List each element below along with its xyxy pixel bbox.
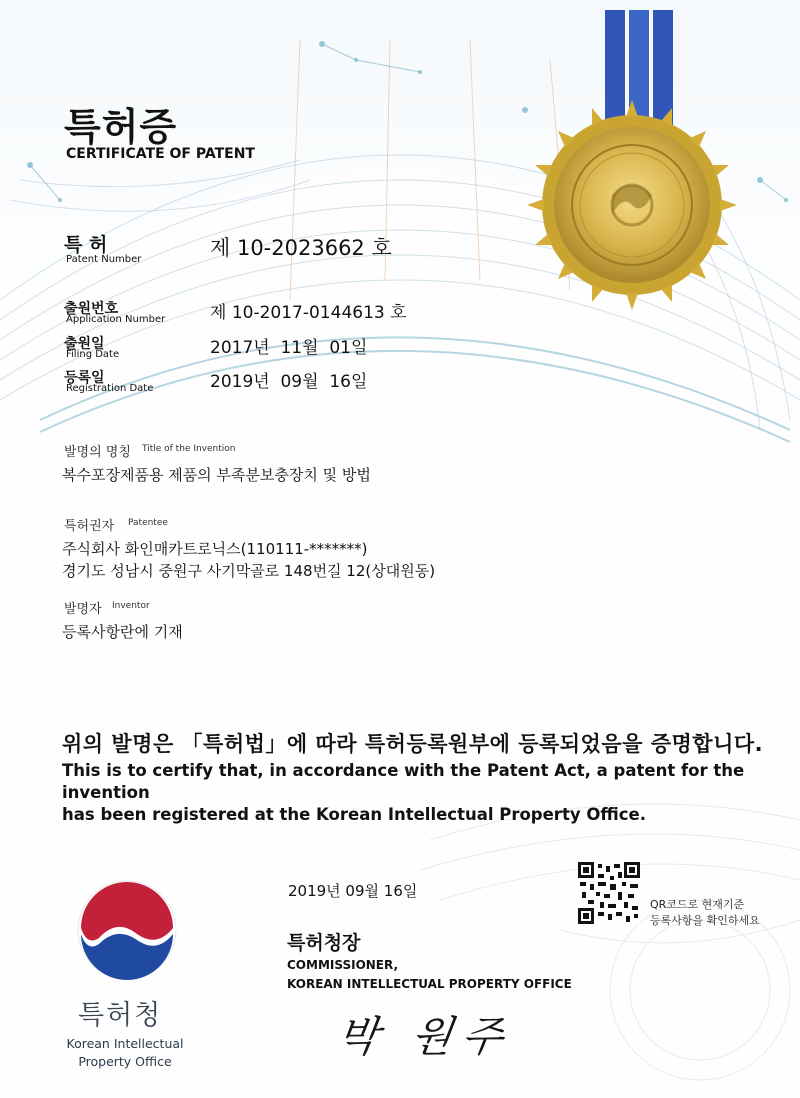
patentee-label-en: Patentee <box>128 518 168 528</box>
application-number-label-ko: 출원번호 <box>64 301 119 317</box>
patentee-name: 주식회사 화인매카트로닉스(110111-*******) <box>62 540 368 558</box>
commissioner-line-2: KOREAN INTELLECTUAL PROPERTY OFFICE <box>287 977 572 991</box>
application-number-label-en: Application Number <box>66 314 166 325</box>
patent-number-label-en: Patent Number <box>66 254 142 265</box>
certification-line-2: has been registered at the Korean Intellectual Property Office. <box>62 805 647 824</box>
certification-statement-ko: 위의 발명은 「특허법」에 따라 특허등록원부에 등록되었음을 증명합니다. <box>62 732 764 756</box>
issue-date: 2019년 09월 16일 <box>288 882 418 900</box>
commissioner-signature: 박 원주 <box>334 1012 517 1061</box>
office-name-en-line-1: Korean Intellectual <box>66 1036 184 1051</box>
registration-date-value: 2019년 09월 16일 <box>210 372 368 392</box>
invention-title-label-ko: 발명의 명칭 <box>64 445 131 460</box>
office-name-en-line-2: Property Office <box>78 1054 172 1069</box>
office-name-en <box>55 1035 195 1071</box>
filing-date-value: 2017년 11월 01일 <box>210 338 368 358</box>
kipo-logo <box>78 881 176 980</box>
certification-line-1: This is to certify that, in accordance with the Patent Act, a patent for the invention <box>62 761 745 802</box>
inventor-label-en: Inventor <box>112 601 150 611</box>
inventor-label-ko: 발명자 <box>64 602 102 617</box>
patent-number-label-ko: 특 허 <box>64 234 108 256</box>
qr-caption-line-2: 등록사항을 확인하세요 <box>650 914 760 927</box>
certificate-title-ko: 특허증 <box>64 105 178 149</box>
application-number-value: 제 10-2017-0144613 호 <box>210 303 407 323</box>
invention-title-value: 복수포장제품용 제품의 부족분보충장치 및 방법 <box>62 466 371 484</box>
commissioner-title-en <box>287 956 572 994</box>
ribbon <box>605 10 673 130</box>
qr-code <box>578 862 640 924</box>
office-name-ko: 특허청 <box>78 1000 163 1031</box>
filing-date-label-ko: 출원일 <box>64 336 105 352</box>
registration-date-label-en: Registration Date <box>66 383 154 394</box>
filing-date-label-en: Filing Date <box>66 349 120 360</box>
qr-caption <box>650 897 760 929</box>
patentee-address: 경기도 성남시 중원구 사기막골로 148번길 12(상대원동) <box>62 562 436 580</box>
commissioner-line-1: COMMISSIONER, <box>287 958 399 972</box>
certificate-title-en: CERTIFICATE OF PATENT <box>66 146 255 162</box>
registration-date-label-ko: 등록일 <box>64 370 105 386</box>
qr-caption-line-1: QR코드로 현재기준 <box>650 898 745 911</box>
certification-statement-en <box>62 760 782 826</box>
patentee-label-ko: 특허권자 <box>64 519 115 534</box>
commissioner-title-ko: 특허청장 <box>287 932 361 954</box>
patent-number-value: 제 10-2023662 호 <box>210 236 392 260</box>
inventor-value: 등록사항란에 기재 <box>62 623 183 641</box>
invention-title-label-en: Title of the Invention <box>142 444 236 454</box>
